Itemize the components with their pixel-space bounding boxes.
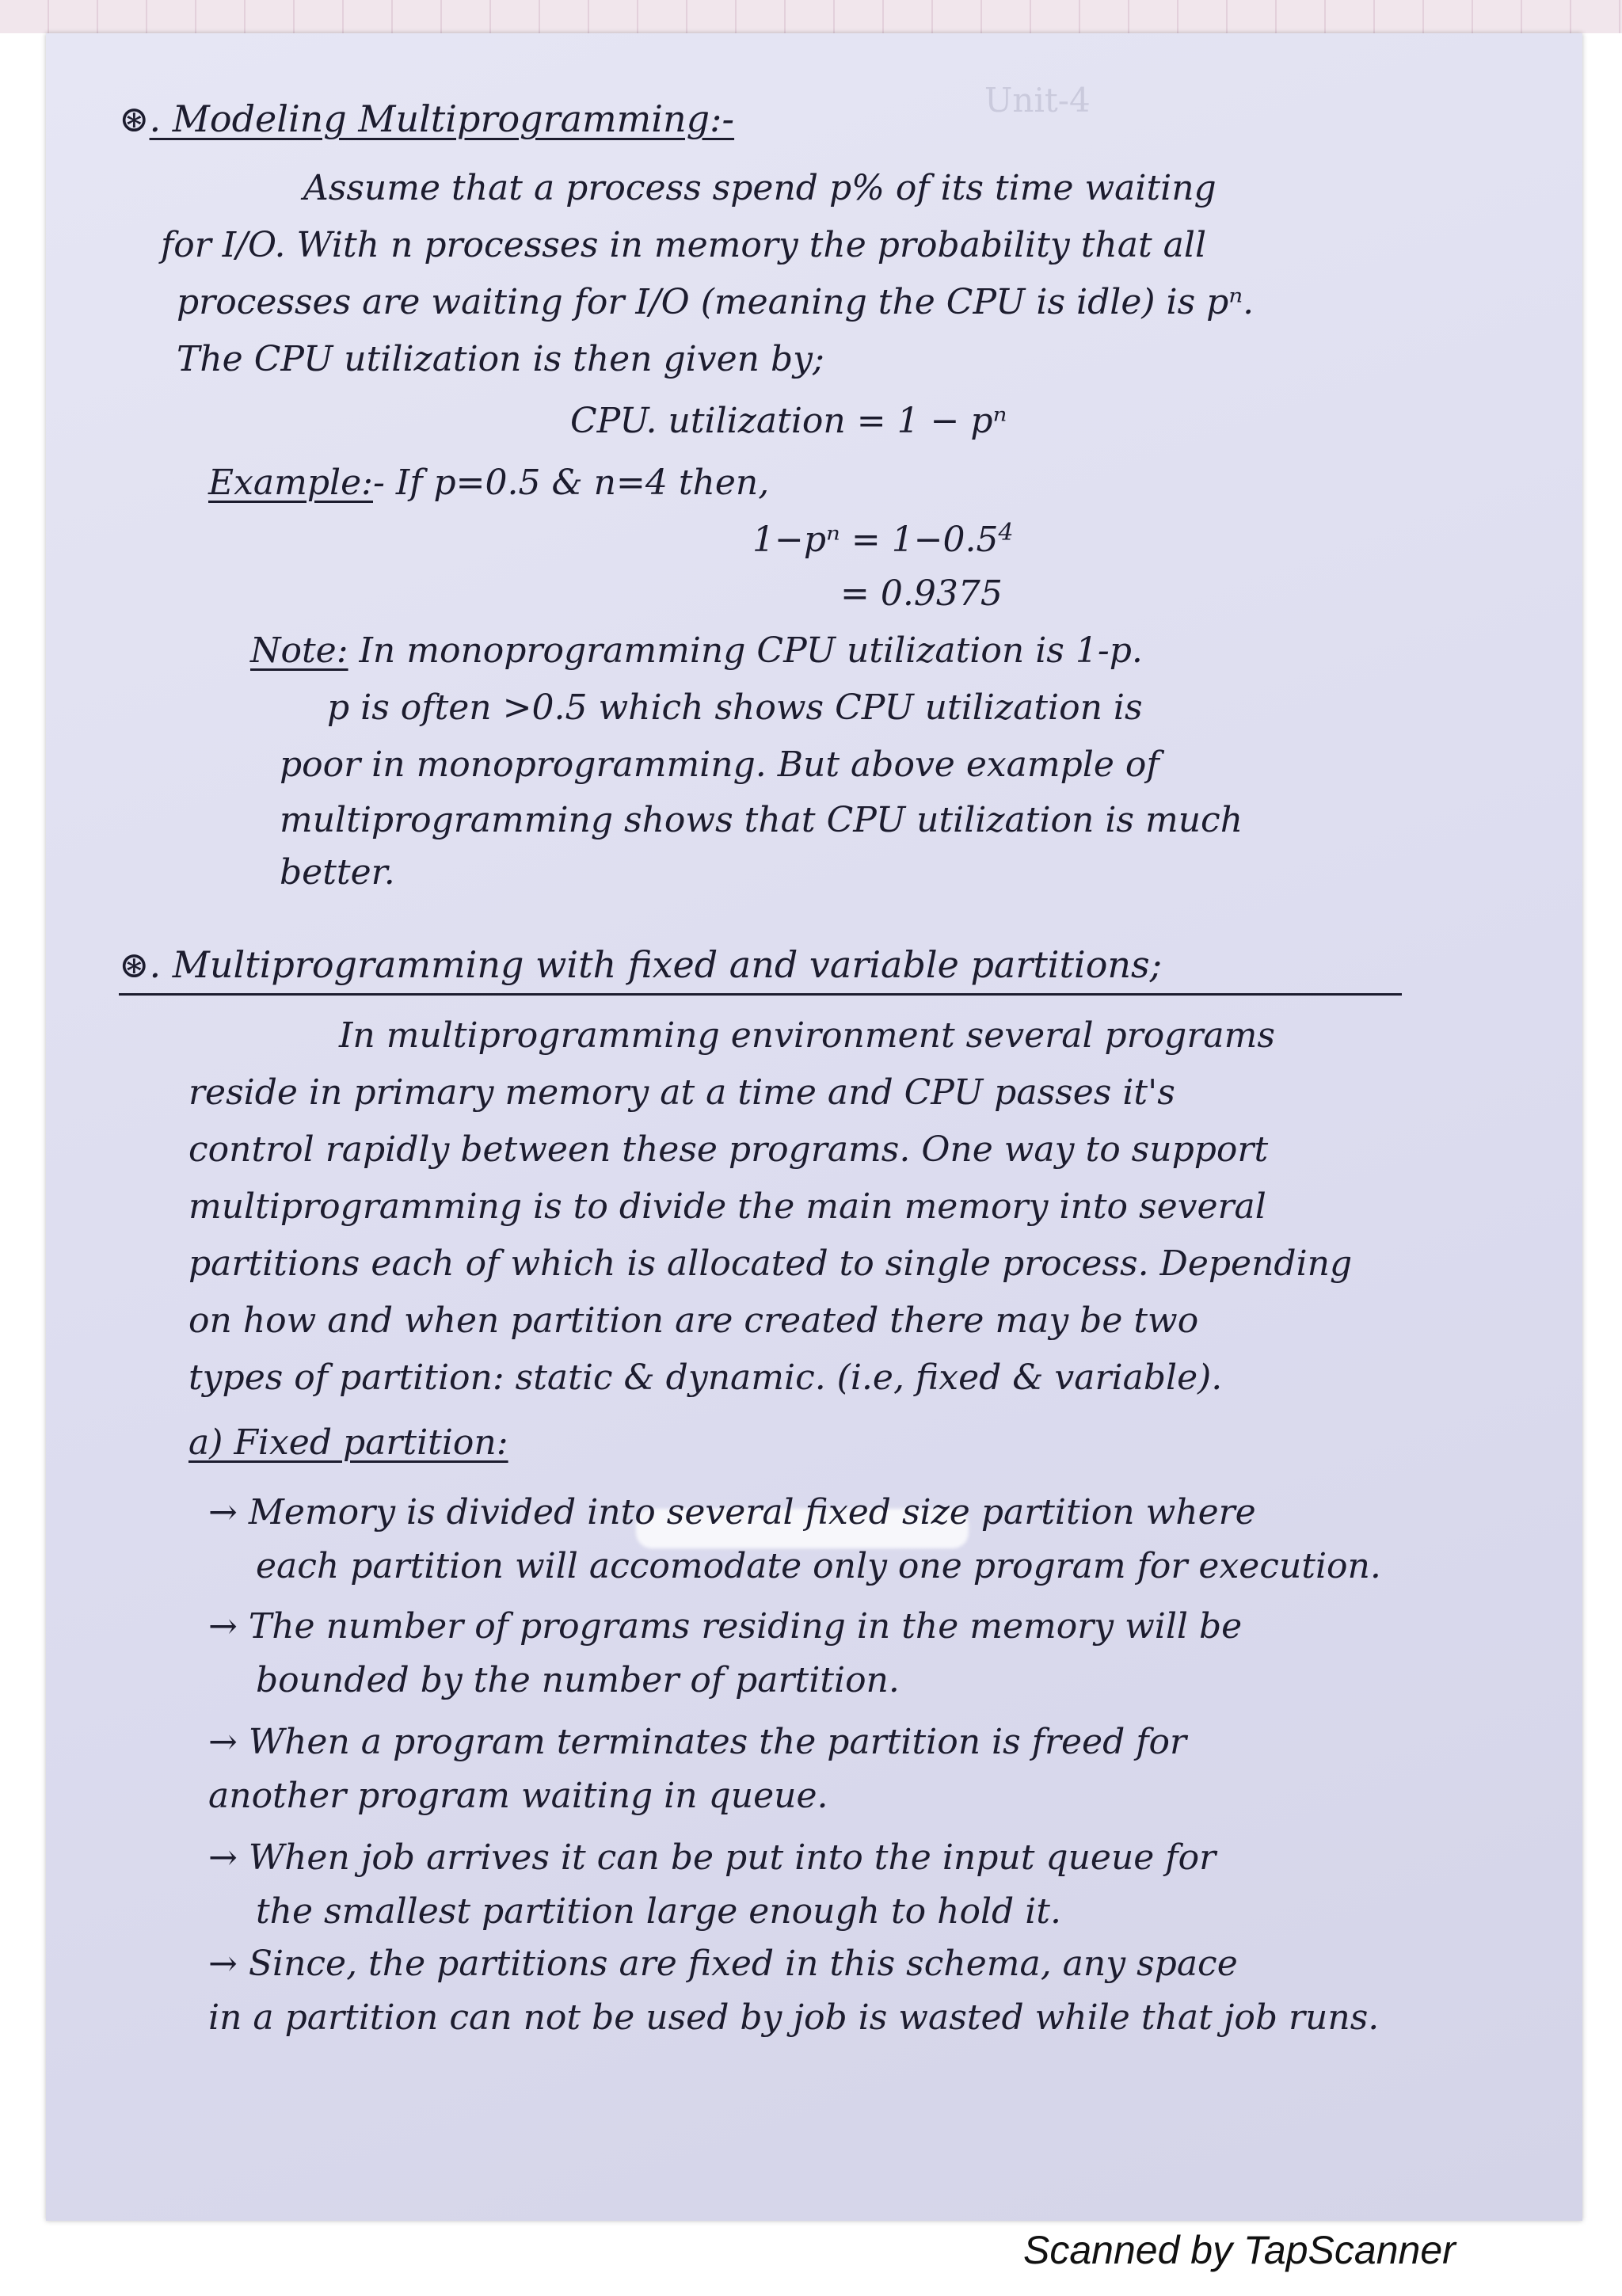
note-paragraph-line: multiprogramming shows that CPU utilization is much <box>280 800 1243 840</box>
paragraph-line: Assume that a process spend p% of its time waiting <box>303 168 1216 208</box>
calculation-lhs: 1−pⁿ = 1−0.5 <box>752 520 999 560</box>
note-paragraph-line: poor in monoprogramming. But above example of <box>280 744 1159 785</box>
bullet-point-line: → When job arrives it can be put into the input queue for <box>208 1837 1216 1878</box>
paragraph-line: reside in primary memory at a time and CPU passes it's <box>188 1072 1175 1113</box>
section-heading-modeling <box>119 97 734 141</box>
note-label: Note: <box>250 630 348 671</box>
bullet-point-line: → When a program terminates the partition is freed for <box>208 1722 1187 1762</box>
paragraph-line: control rapidly between these programs. One way to support <box>188 1129 1269 1170</box>
sub-heading-fixed-partition <box>188 1421 508 1465</box>
paragraph-line: on how and when partition are created there may be two <box>188 1300 1199 1341</box>
example-label: Example: <box>208 463 373 503</box>
paragraph-line: The CPU utilization is then given by; <box>177 339 824 379</box>
calculation-line-1 <box>752 518 1014 566</box>
calculation-line-2: = 0.9375 <box>840 573 1003 614</box>
note-paragraph-line: better. <box>280 852 395 893</box>
bullet-point-line: → Since, the partitions are fixed in this schema, any space <box>208 1944 1238 1984</box>
bullet-point-line: → The number of programs residing in the memory will be <box>208 1606 1243 1647</box>
paragraph-line: for I/O. With n processes in memory the probability that all <box>161 225 1207 265</box>
paragraph-line: multiprogramming is to divide the main memory into several <box>188 1186 1266 1227</box>
bullet-point-line: the smallest partition large enough to hold it. <box>256 1891 1061 1932</box>
cpu-utilization-formula: CPU. utilization = 1 − pⁿ <box>570 401 1007 441</box>
bleed-through-text: Unit-4 <box>984 81 1091 120</box>
bullet-point-line: another program waiting in queue. <box>208 1776 828 1816</box>
paragraph-line: In multiprogramming environment several programs <box>339 1015 1275 1056</box>
example-text: - If p=0.5 & n=4 then, <box>373 463 770 503</box>
paragraph-line: processes are waiting for I/O (meaning the CPU is idle) is pⁿ. <box>177 282 1255 322</box>
heading-text: . Multiprogramming with fixed and variable partitions; <box>149 943 1163 986</box>
example-line <box>208 461 769 505</box>
sub-heading-text: a) Fixed partition: <box>188 1422 508 1463</box>
section-heading-partitions <box>119 942 1162 987</box>
bullet-point-line: in a partition can not be used by job is wasted while that job runs. <box>208 1997 1380 2038</box>
scanner-background-strip <box>0 0 1622 33</box>
notebook-page <box>46 33 1582 2221</box>
heading-text: . Modeling Multiprogramming:- <box>149 97 735 140</box>
note-line <box>250 629 1143 673</box>
exponent: 4 <box>998 519 1014 546</box>
paragraph-line: types of partition: static & dynamic. (i.e, fixed & variable). <box>188 1357 1223 1398</box>
paragraph-line: partitions each of which is allocated to single process. Depending <box>188 1243 1353 1284</box>
note-text: In monoprogramming CPU utilization is 1-p. <box>348 630 1143 671</box>
scanner-watermark: Scanned by TapScanner <box>1023 2228 1456 2272</box>
heading-underline <box>119 993 1402 996</box>
bullet-point-line: each partition will accomodate only one program for execution. <box>256 1546 1381 1586</box>
bullet-point-line: → Memory is divided into several fixed size partition where <box>208 1492 1256 1533</box>
bullet-icon: ⊛ <box>119 97 150 140</box>
bullet-point-line: bounded by the number of partition. <box>256 1660 900 1700</box>
note-paragraph-line: p is often >0.5 which shows CPU utilization is <box>327 687 1143 728</box>
bullet-icon: ⊛ <box>119 943 150 986</box>
